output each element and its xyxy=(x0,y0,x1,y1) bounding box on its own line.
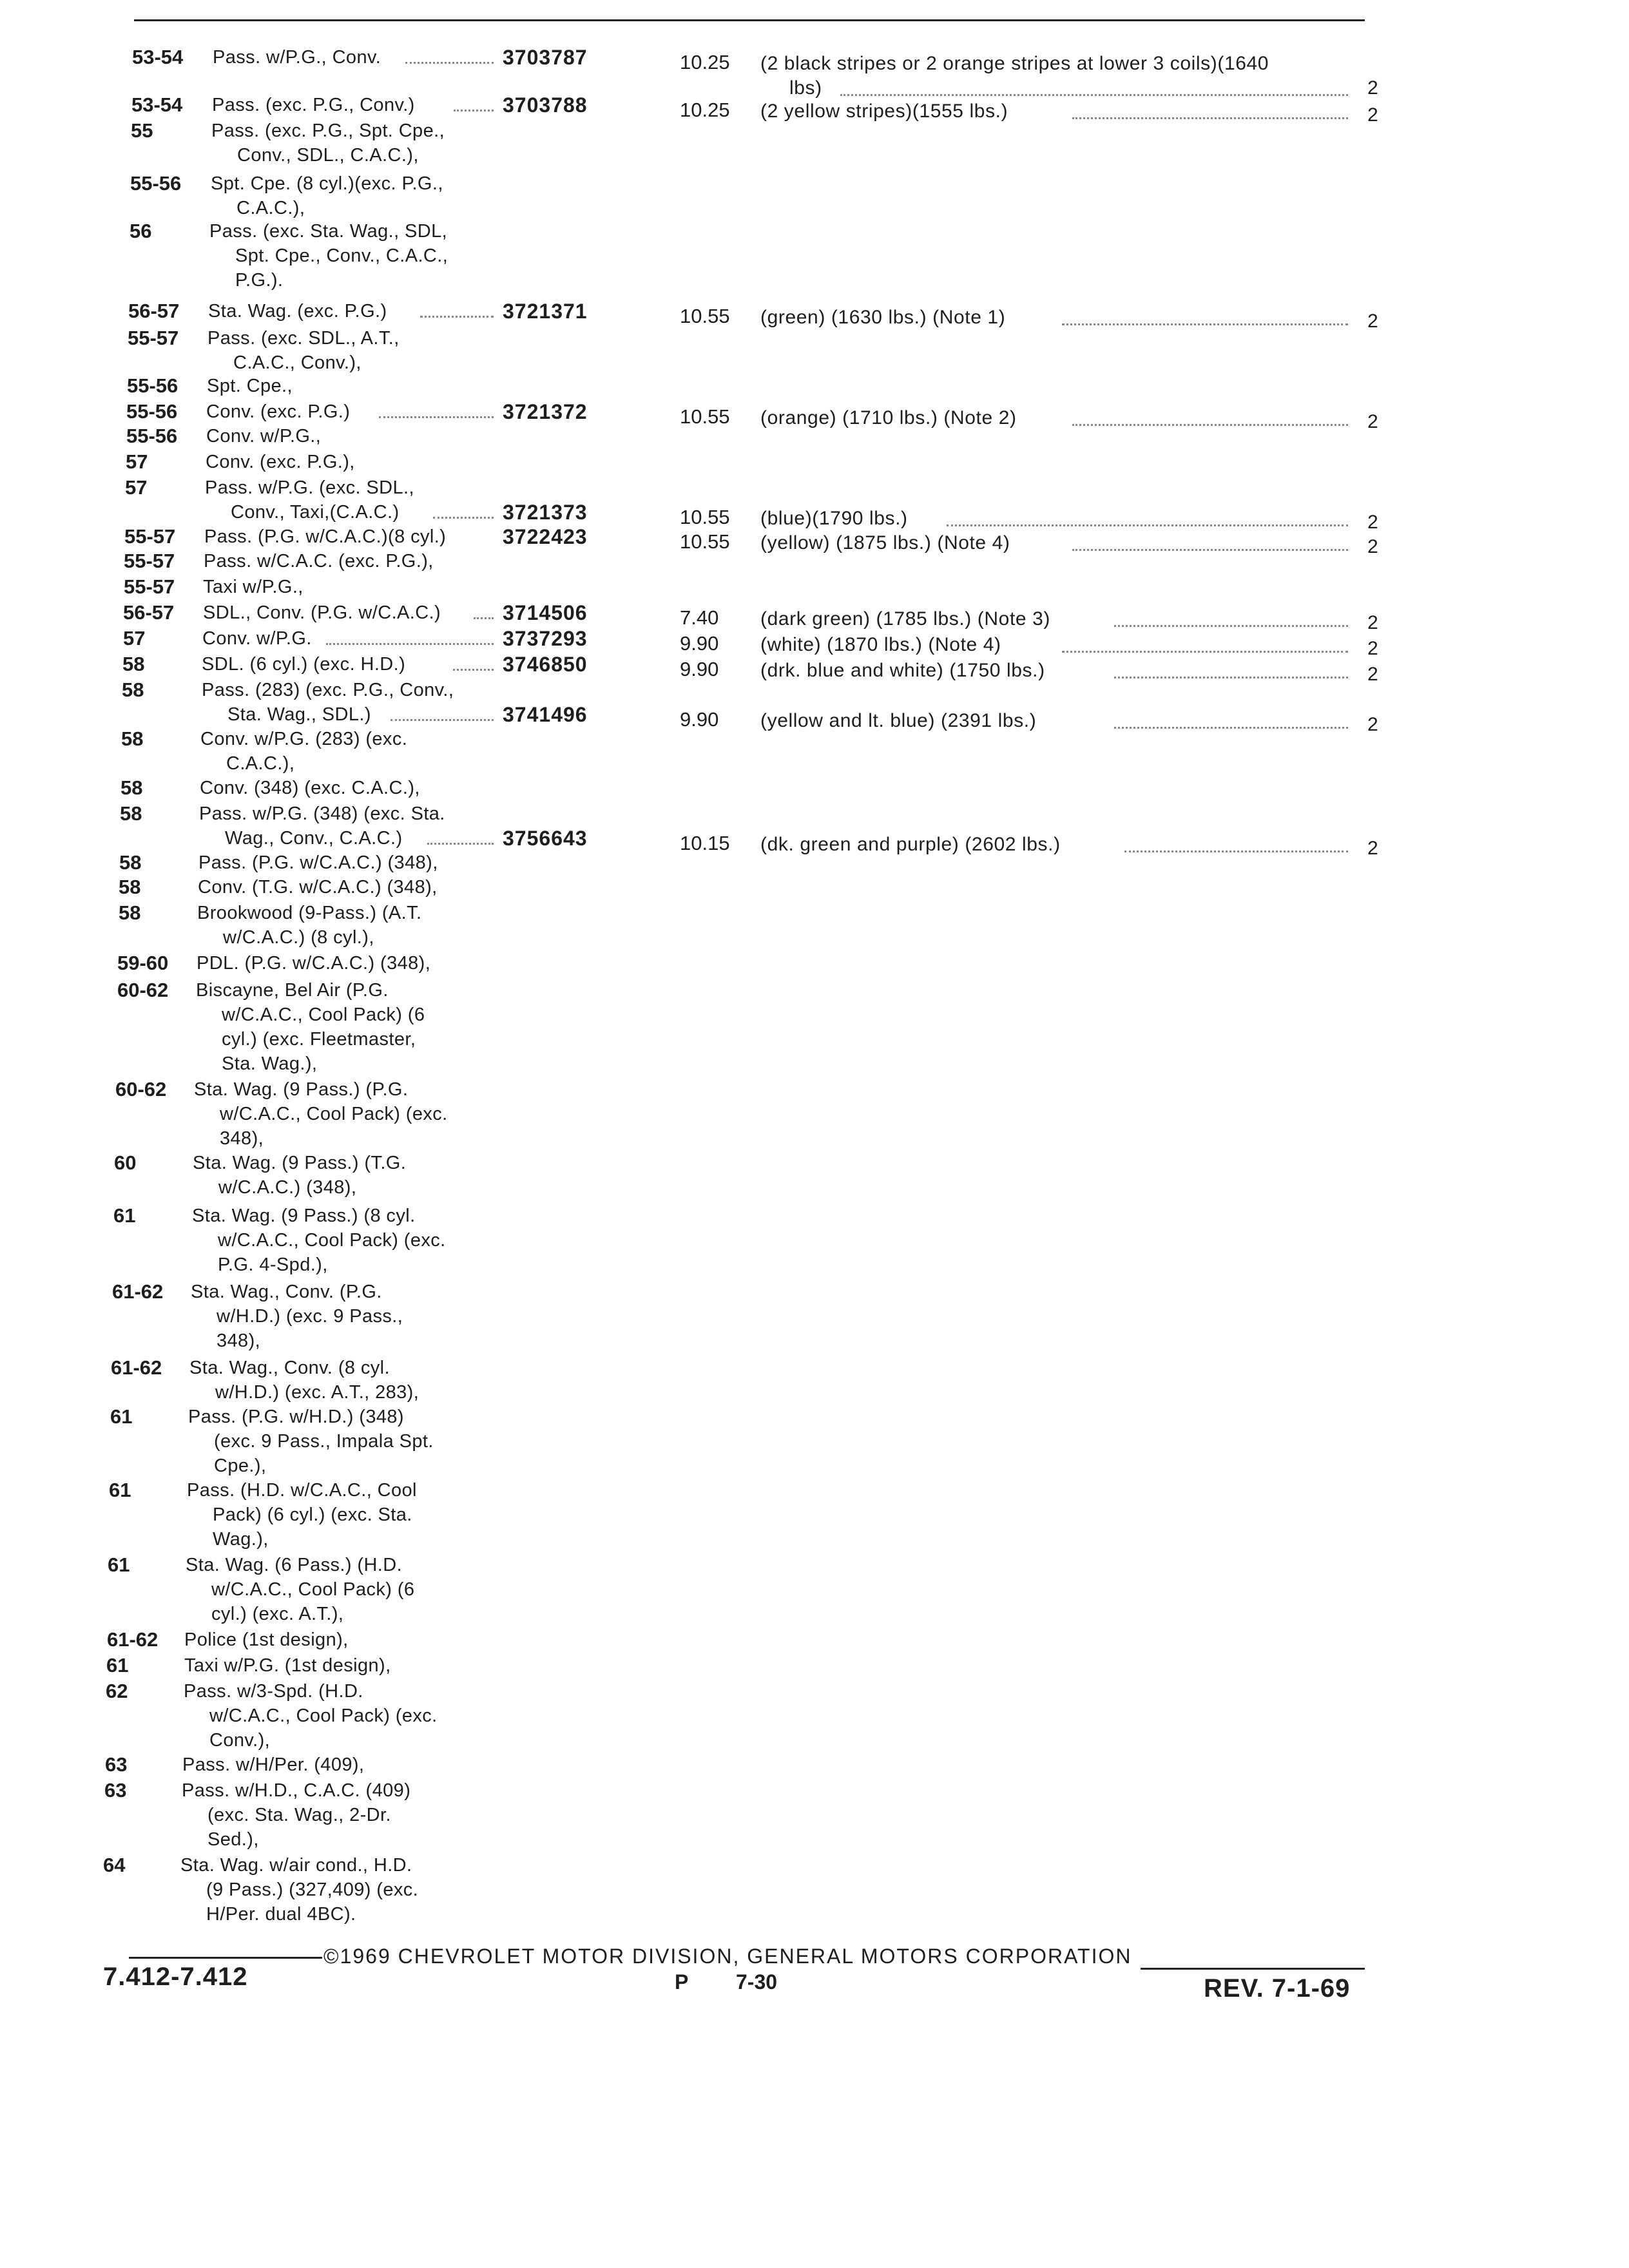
footer-page-number: 7-30 xyxy=(736,1970,778,1994)
application xyxy=(182,1753,543,1777)
application xyxy=(206,424,567,448)
quantity: 2 xyxy=(1367,104,1378,126)
application-line: Conv. (exc. P.G.) xyxy=(206,401,351,422)
application-line: SDL., Conv. (P.G. w/C.A.C.) xyxy=(203,602,441,623)
application-line: Pass. (P.G. w/C.A.C.) (348), xyxy=(198,852,438,873)
spring-description: (blue)(1790 lbs.) xyxy=(760,508,908,529)
dot-leader xyxy=(947,524,1348,526)
model-years: 55-57 xyxy=(128,327,179,349)
dot-leader xyxy=(1062,651,1348,653)
part-number: 3703787 xyxy=(503,46,588,69)
part-number: 3703788 xyxy=(503,93,588,117)
part-number: 3714506 xyxy=(503,601,588,624)
application-line: Conv. w/P.G. (283) (exc. xyxy=(200,729,408,749)
model-years: 55-57 xyxy=(124,550,175,572)
spring-rate: 7.40 xyxy=(680,606,719,629)
application xyxy=(197,901,558,950)
model-years: 61 xyxy=(110,1405,133,1428)
model-years: 58 xyxy=(119,851,142,874)
application-line: Taxi w/P.G. (1st design), xyxy=(184,1655,391,1676)
quantity: 2 xyxy=(1367,512,1378,533)
dot-leader xyxy=(1114,677,1348,678)
spring-rate: 9.90 xyxy=(680,658,719,680)
application-line: Sta. Wag., Conv. (8 cyl. xyxy=(189,1358,390,1378)
footer-copyright: ©1969 CHEVROLET MOTOR DIVISION, GENERAL MOTORS CORPORATION xyxy=(323,1945,1132,1968)
application-line: Sta. Wag. (6 Pass.) (H.D. xyxy=(186,1555,403,1575)
application-line: Pass. w/P.G. (exc. SDL., xyxy=(205,477,414,498)
application-line: Pass. (283) (exc. P.G., Conv., xyxy=(202,680,454,700)
spring-description: (yellow and lt. blue) (2391 lbs.) xyxy=(760,710,1037,731)
application xyxy=(206,450,566,474)
application xyxy=(187,1478,548,1552)
quantity: 2 xyxy=(1367,311,1378,332)
application-line: w/H.D.) (exc. 9 Pass., xyxy=(217,1306,403,1327)
application-line: Conv.), xyxy=(209,1730,271,1751)
dot-leader xyxy=(326,643,494,645)
quantity: 2 xyxy=(1367,664,1378,685)
application-line: C.A.C.), xyxy=(236,198,305,218)
application-line: Brookwood (9-Pass.) (A.T. xyxy=(197,903,422,923)
application xyxy=(188,1405,549,1478)
dot-leader xyxy=(433,517,494,519)
spring-description: (dark green) (1785 lbs.) (Note 3) xyxy=(760,608,1050,629)
application xyxy=(194,1077,555,1151)
model-years: 58 xyxy=(121,727,144,750)
application-line: Pass. w/H/Per. (409), xyxy=(182,1754,365,1775)
application xyxy=(211,171,572,220)
application-line: w/C.A.C., Cool Pack) (6 xyxy=(222,1004,425,1025)
application xyxy=(180,1853,541,1927)
spring-description: (2 black stripes or 2 orange stripes at lower 3 coils)(1640 xyxy=(760,53,1269,74)
model-years: 61 xyxy=(106,1654,129,1677)
application xyxy=(198,850,559,875)
application-line: H/Per. dual 4BC). xyxy=(206,1904,356,1925)
application-line: C.A.C.), xyxy=(226,753,295,774)
model-years: 53-54 xyxy=(131,93,183,116)
application-line: (exc. Sta. Wag., 2-Dr. xyxy=(207,1805,391,1825)
model-years: 57 xyxy=(125,476,148,499)
application-line: C.A.C., Conv.), xyxy=(233,352,361,373)
spring-description: lbs) xyxy=(789,77,822,99)
application-line: w/C.A.C., Cool Pack) (exc. xyxy=(220,1104,448,1124)
application-line: Sta. Wag. (9 Pass.) (T.G. xyxy=(193,1153,407,1173)
spring-description: (yellow) (1875 lbs.) (Note 4) xyxy=(760,532,1010,553)
spring-description: (drk. blue and white) (1750 lbs.) xyxy=(760,660,1045,681)
quantity: 2 xyxy=(1367,612,1378,633)
spring-rate: 10.55 xyxy=(680,405,730,428)
application xyxy=(182,1778,543,1852)
application xyxy=(204,549,564,573)
dot-leader xyxy=(1072,117,1348,119)
part-number: 3756643 xyxy=(503,827,588,850)
model-years: 61-62 xyxy=(107,1628,159,1651)
quantity: 2 xyxy=(1367,638,1378,659)
application-line: cyl.) (exc. A.T.), xyxy=(211,1604,344,1624)
spring-description: (dk. green and purple) (2602 lbs.) xyxy=(760,834,1061,855)
application-line: Pass. (P.G. w/H.D.) (348) xyxy=(188,1407,404,1427)
model-years: 55 xyxy=(131,119,153,142)
model-years: 60-62 xyxy=(117,979,169,1001)
quantity: 2 xyxy=(1367,77,1378,99)
model-years: 60-62 xyxy=(115,1078,167,1100)
dot-leader xyxy=(474,617,494,619)
quantity: 2 xyxy=(1367,838,1378,859)
model-years: 55-56 xyxy=(126,400,178,423)
footer-revision: REV. 7-1-69 xyxy=(1204,1974,1351,2003)
application-line: Sta. Wag.), xyxy=(222,1053,318,1074)
application xyxy=(200,776,561,800)
application-line: w/C.A.C.) (8 cyl.), xyxy=(223,927,374,948)
application-line: Wag.), xyxy=(213,1529,269,1550)
application xyxy=(192,1204,553,1277)
application-line: Pass. w/3-Spd. (H.D. xyxy=(184,1681,363,1702)
model-years: 59-60 xyxy=(117,952,169,974)
application-line: Sta. Wag. (9 Pass.) (8 cyl. xyxy=(192,1206,416,1226)
application-line: Pass. w/H.D., C.A.C. (409) xyxy=(182,1780,411,1801)
application-line: Conv. (348) (exc. C.A.C.), xyxy=(200,778,420,798)
application xyxy=(184,1679,545,1753)
dot-leader xyxy=(379,416,494,418)
application-line: (9 Pass.) (327,409) (exc. xyxy=(206,1879,419,1900)
model-years: 55-57 xyxy=(124,575,175,598)
application-line: Sta. Wag., SDL.) xyxy=(227,704,371,725)
application-line: Cpe.), xyxy=(214,1456,267,1476)
dot-leader xyxy=(1114,625,1348,627)
application xyxy=(203,575,564,599)
spring-rate: 10.25 xyxy=(680,51,730,73)
top-rule xyxy=(134,19,1365,21)
model-years: 56-57 xyxy=(123,601,175,624)
part-number: 3746850 xyxy=(503,653,588,676)
application-line: w/C.A.C.) (348), xyxy=(218,1177,357,1198)
application xyxy=(207,374,568,398)
model-years: 61-62 xyxy=(112,1280,164,1303)
application-line: Pack) (6 cyl.) (exc. Sta. xyxy=(213,1504,412,1525)
application xyxy=(193,1151,554,1200)
spring-rate: 10.55 xyxy=(680,305,730,327)
application-line: 348), xyxy=(217,1331,261,1351)
application-line: Biscayne, Bel Air (P.G. xyxy=(196,980,389,1001)
dot-leader xyxy=(405,62,494,64)
spring-description: (white) (1870 lbs.) (Note 4) xyxy=(760,634,1001,655)
spring-description: (green) (1630 lbs.) (Note 1) xyxy=(760,307,1006,328)
application xyxy=(200,727,561,776)
model-years: 55-57 xyxy=(124,525,176,548)
application-line: Spt. Cpe., Conv., C.A.C., xyxy=(235,245,448,266)
application xyxy=(198,875,559,899)
model-years: 61-62 xyxy=(111,1356,162,1379)
application-line: Pass. (exc. Sta. Wag., SDL, xyxy=(209,221,448,242)
model-years: 61 xyxy=(108,1553,130,1576)
model-years: 56 xyxy=(130,220,152,242)
quantity: 2 xyxy=(1367,536,1378,557)
application-line: Wag., Conv., C.A.C.) xyxy=(225,828,403,849)
model-years: 62 xyxy=(106,1680,128,1702)
model-years: 64 xyxy=(103,1854,126,1876)
model-years: 58 xyxy=(120,802,142,825)
application-line: Pass. (H.D. w/C.A.C., Cool xyxy=(187,1480,417,1501)
application-line: Pass. (exc. P.G., Spt. Cpe., xyxy=(211,120,445,141)
model-years: 60 xyxy=(114,1151,137,1174)
model-years: 58 xyxy=(122,653,145,675)
application-line: SDL. (6 cyl.) (exc. H.D.) xyxy=(202,654,406,675)
model-years: 58 xyxy=(120,776,143,799)
application xyxy=(211,119,572,168)
part-number: 3737293 xyxy=(503,627,588,650)
spring-rate: 9.90 xyxy=(680,708,719,731)
application-line: Spt. Cpe., xyxy=(207,376,293,396)
application-line: w/C.A.C., Cool Pack) (exc. xyxy=(209,1706,438,1726)
dot-leader xyxy=(390,719,494,721)
model-years: 63 xyxy=(104,1779,127,1802)
application-line: PDL. (P.G. w/C.A.C.) (348), xyxy=(197,953,431,974)
footer-group-letter: P xyxy=(675,1970,689,1994)
part-number: 3721371 xyxy=(503,300,588,323)
quantity: 2 xyxy=(1367,714,1378,735)
part-number: 3741496 xyxy=(503,703,588,726)
dot-leader xyxy=(420,316,494,318)
application-line: Sta. Wag. (9 Pass.) (P.G. xyxy=(194,1079,409,1100)
part-number: 3722423 xyxy=(503,525,588,548)
application-line: 348), xyxy=(220,1128,264,1149)
model-years: 57 xyxy=(126,450,148,473)
spring-description: (2 yellow stripes)(1555 lbs.) xyxy=(760,101,1008,122)
dot-leader xyxy=(1062,323,1348,325)
dot-leader xyxy=(840,94,1348,96)
model-years: 55-56 xyxy=(127,374,178,397)
dot-leader xyxy=(1124,850,1348,852)
model-years: 53-54 xyxy=(132,46,184,68)
model-years: 58 xyxy=(119,876,141,898)
spring-rate: 10.55 xyxy=(680,506,730,528)
application xyxy=(191,1280,552,1353)
model-years: 63 xyxy=(105,1753,128,1776)
model-years: 61 xyxy=(109,1479,131,1501)
application-line: Conv. (exc. P.G.), xyxy=(206,452,355,472)
model-years: 55-56 xyxy=(130,172,182,195)
model-years: 58 xyxy=(119,901,141,924)
application-line: P.G.). xyxy=(235,270,284,291)
application xyxy=(207,326,568,375)
footer-rule-left xyxy=(129,1957,322,1959)
spring-description: (orange) (1710 lbs.) (Note 2) xyxy=(760,407,1017,428)
application-line: Sed.), xyxy=(207,1829,259,1850)
application xyxy=(189,1356,550,1405)
part-number: 3721373 xyxy=(503,501,588,524)
part-number: 3721372 xyxy=(503,400,588,423)
spring-rate: 10.25 xyxy=(680,99,730,121)
application xyxy=(186,1553,546,1626)
spring-rate: 9.90 xyxy=(680,632,719,655)
dot-leader xyxy=(427,843,494,845)
application-line: Conv. w/P.G. xyxy=(202,628,312,649)
application-line: Conv. w/P.G., xyxy=(206,426,322,447)
application xyxy=(209,219,570,293)
model-years: 61 xyxy=(113,1204,136,1227)
application-line: w/C.A.C., Cool Pack) (6 xyxy=(211,1579,415,1600)
quantity: 2 xyxy=(1367,411,1378,432)
application-line: Spt. Cpe. (8 cyl.)(exc. P.G., xyxy=(211,173,443,194)
application xyxy=(184,1653,545,1678)
application xyxy=(197,951,557,975)
application-line: (exc. 9 Pass., Impala Spt. xyxy=(214,1431,434,1452)
application-line: Taxi w/P.G., xyxy=(203,577,304,597)
application-line: Pass. w/P.G. (348) (exc. Sta. xyxy=(199,803,445,824)
application-line: w/H.D.) (exc. A.T., 283), xyxy=(215,1382,419,1403)
application-line: Sta. Wag., Conv. (P.G. xyxy=(191,1282,382,1302)
spring-rate: 10.15 xyxy=(680,832,730,854)
model-years: 55-56 xyxy=(126,425,178,447)
application-line: Police (1st design), xyxy=(184,1629,349,1650)
application-line: Sta. Wag. (exc. P.G.) xyxy=(208,301,387,322)
application xyxy=(184,1628,545,1652)
dot-leader xyxy=(1072,424,1348,426)
application-line: w/C.A.C., Cool Pack) (exc. xyxy=(218,1230,446,1251)
spring-rate: 10.55 xyxy=(680,530,730,553)
application xyxy=(196,978,557,1076)
model-years: 57 xyxy=(123,627,146,649)
application-line: Pass. (exc. P.G., Conv.) xyxy=(212,95,415,115)
application-line: Pass. w/P.G., Conv. xyxy=(213,47,381,68)
dot-leader xyxy=(1114,727,1348,729)
application-line: P.G. 4-Spd.), xyxy=(218,1254,328,1275)
application-line: Sta. Wag. w/air cond., H.D. xyxy=(180,1855,412,1876)
application-line: Pass. w/C.A.C. (exc. P.G.), xyxy=(204,551,434,572)
dot-leader xyxy=(454,110,494,111)
footer-rule-right xyxy=(1141,1968,1365,1970)
application-line: Conv., SDL., C.A.C.), xyxy=(237,145,419,166)
footer-section-number: 7.412-7.412 xyxy=(103,1963,248,1991)
model-years: 56-57 xyxy=(128,300,180,322)
dot-leader xyxy=(1072,549,1348,551)
application-line: Pass. (exc. SDL., A.T., xyxy=(207,328,400,349)
application-line: Pass. (P.G. w/C.A.C.)(8 cyl.) xyxy=(204,526,447,547)
application-line: Conv. (T.G. w/C.A.C.) (348), xyxy=(198,877,438,898)
application-line: cyl.) (exc. Fleetmaster, xyxy=(222,1029,416,1050)
application-line: Conv., Taxi,(C.A.C.) xyxy=(231,502,400,523)
dot-leader xyxy=(453,669,494,671)
model-years: 58 xyxy=(122,678,144,701)
